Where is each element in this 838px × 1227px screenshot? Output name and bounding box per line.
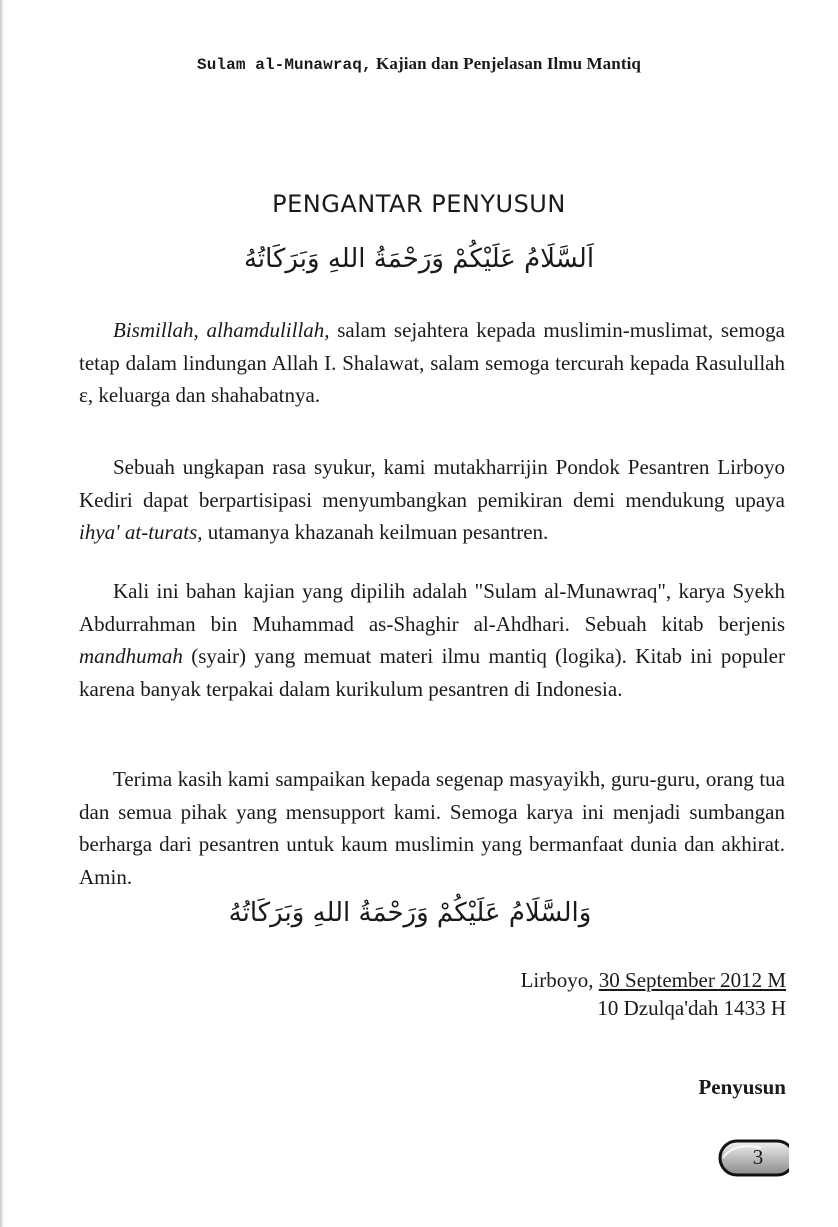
running-header-book-title: Sulam al-Munawraq,: [197, 56, 372, 74]
paragraph-subject-after: (syair) yang memuat materi ilmu mantiq (logika). Kitab ini populer karena banyak terpakai dalam kurikulum pesantren di Indonesia.: [79, 644, 785, 701]
paragraph-gratitude-before: Sebuah ungkapan rasa syukur, kami mutakharrijin Pondok Pesantren Lirboyo Kediri dapat berpartisipasi menyumbangkan pemikiran demi mendukung upaya: [79, 455, 785, 512]
paragraph-gratitude-after: utamanya khazanah keilmuan pesantren.: [202, 520, 549, 544]
paragraph-subject-before: Kali ini bahan kajian yang dipilih adalah "Sulam al-Munawraq", karya Syekh Abdurrahman bin Muhammad as-Shaghir al-Ahdhari. Sebuah kitab berjenis: [79, 579, 785, 636]
paragraph-opening-text: salam sejahtera kepada muslimin-muslimat, semoga tetap dalam lindungan Allah I. Shalawat, salam semoga tercurah kepada Rasulullah ε, keluarga dan shahabatnya.: [79, 318, 786, 407]
signature-hijri-date: 10 Dzulqa'dah 1433 H: [597, 996, 786, 1020]
paragraph-thanks-text: Terima kasih kami sampaikan kepada segenap masyayikh, guru-guru, orang tua dan semua pihak yang mensupport kami. Semoga karya ini menjadi sumbangan berharga dari pesantren untuk kaum muslimin yang bermanfaat dunia dan akhirat. Amin.: [79, 767, 785, 889]
paragraph-gratitude: [79, 451, 785, 549]
paragraph-opening-italic: Bismillah, alhamdulillah,: [113, 318, 330, 342]
page-title: PENGANTAR PENYUSUN: [272, 190, 566, 218]
running-header: [0, 54, 838, 74]
signature-date: 30 September 2012 M: [598, 968, 786, 992]
signature-place-date: [521, 966, 786, 994]
salam-closing: وَالسَّلَامُ عَلَيْكُمْ وَرَحْمَةُ اللهِ وَبَرَكَاتُهُ: [228, 898, 592, 928]
page-number-badge: [717, 1138, 789, 1178]
paragraph-opening: [79, 314, 785, 412]
running-header-subtitle: Kajian dan Penjelasan Ilmu Mantiq: [376, 54, 641, 73]
page-edge-shadow: [0, 0, 4, 1227]
page-number: 3: [752, 1145, 764, 1169]
signature-author: Penyusun: [698, 1075, 786, 1099]
salam-opening: اَلسَّلَامُ عَلَيْكُمْ وَرَحْمَةُ اللهِ وَبَرَكَاتُهُ: [243, 244, 595, 274]
paragraph-gratitude-italic: ihya' at-turats,: [79, 520, 203, 544]
paragraph-subject: [79, 575, 785, 705]
paragraph-subject-italic: mandhumah: [79, 644, 183, 668]
signature-place: Lirboyo,: [520, 968, 599, 992]
paragraph-thanks: [79, 763, 785, 893]
